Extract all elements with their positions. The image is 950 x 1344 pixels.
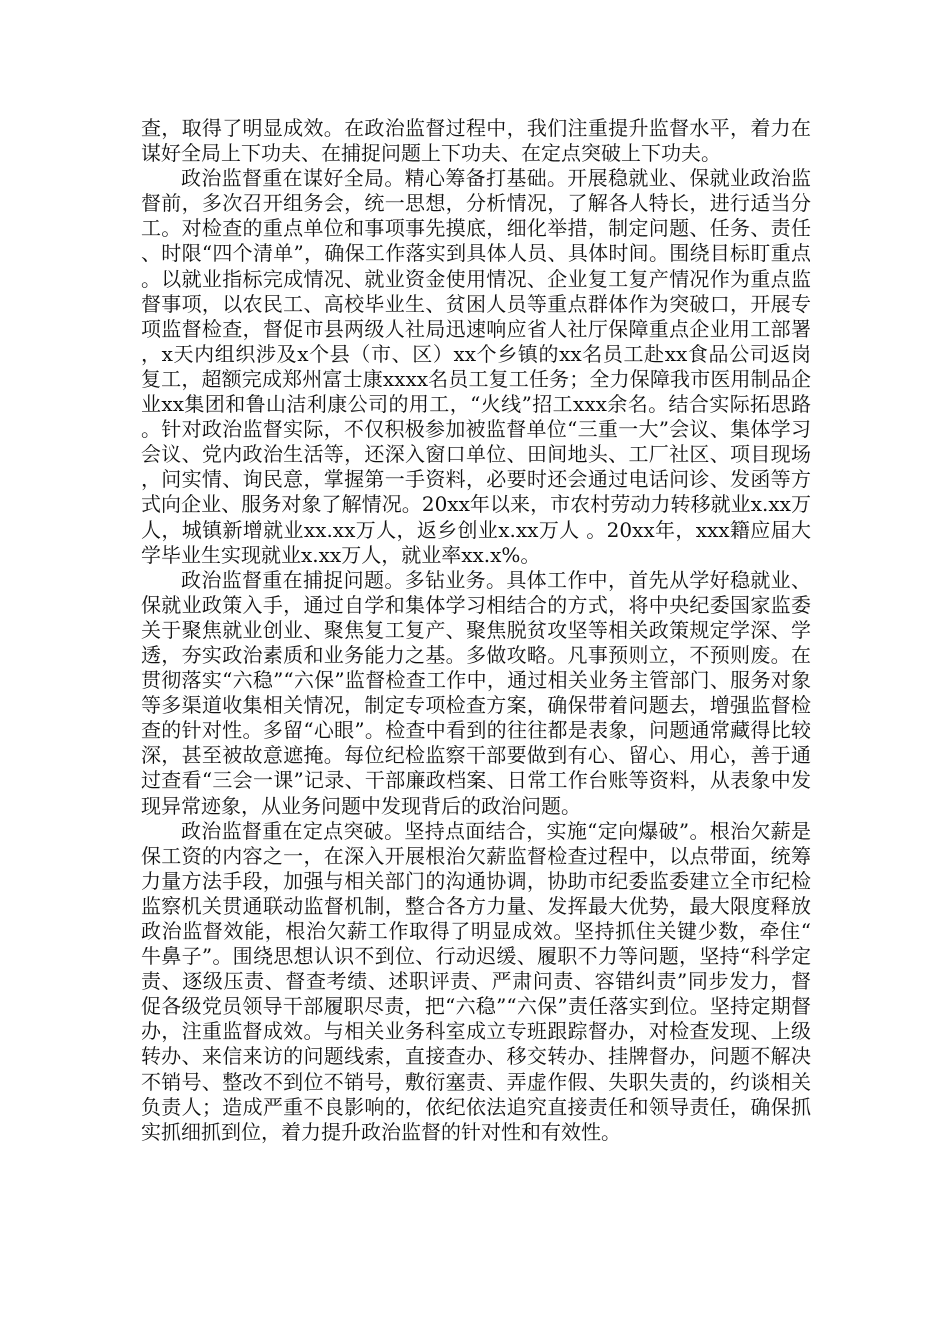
paragraph-targeted-breakthrough: 政治监督重在定点突破。坚持点面结合，实施“定向爆破”。根治欠薪是保工资的内容之一，在深入开展根治欠薪监督检查过程中，以点带面，统筹力量方法手段，加强与相关部门的沟通协调，协助市纪委监委建立全市纪检监察机关贯通联动监督机制，整合各方力量、发挥最大优势，最大限度释放政治监督效能，根治欠薪工作取得了明显成效。坚持抓住关键少数，牵住“牛鼻子”。围绕思想认识不到位、行动迟缓、履职不力等问题，坚持“科学定责、逐级压责、督查考绩、述职评责、严肃问责、容错纠责”同步发力，督促各级党员领导干部履职尽责，把“六稳”“六保”责任落实到位。坚持定期督办，注重监督成效。与相关业务科室成立专班跟踪督办，对检查发现、上级转办、来信来访的问题线索，直接查办、移交转办、挂牌督办，问题不解决不销号、整改不到位不销号，敷衍塞责、弄虚作假、失职失责的，约谈相关负责人；造成严重不良影响的，依纪依法追究直接责任和领导责任，确保抓实抓细抓到位，着力提升政治监督的针对性和有效性。 bbox=[141, 818, 811, 1144]
document-body bbox=[141, 116, 811, 1145]
paragraph-continuation: 查，取得了明显成效。在政治监督过程中，我们注重提升监督水平，着力在谋好全局上下功夫、在捕捉问题上下功夫、在定点突破上下功夫。 bbox=[141, 116, 811, 166]
paragraph-catching-problems: 政治监督重在捕捉问题。多钻业务。具体工作中，首先从学好稳就业、保就业政策入手，通过自学和集体学习相结合的方式，将中央纪委国家监委关于聚焦就业创业、聚焦复工复产、聚焦脱贫攻坚等相关政策规定学深、学透，夯实政治素质和业务能力之基。多做攻略。凡事预则立，不预则废。在贯彻落实“六稳”“六保”监督检查工作中，通过相关业务主管部门、服务对象等多渠道收集相关情况，制定专项检查方案，确保带着问题去，增强监督检查的针对性。多留“心眼”。检查中看到的往往都是表象，问题通常藏得比较深，甚至被故意遮掩。每位纪检监察干部要做到有心、留心、用心，善于通过查看“三会一课”记录、干部廉政档案、日常工作台账等资料，从表象中发现异常迹象，从业务问题中发现背后的政治问题。 bbox=[141, 567, 811, 818]
paragraph-overall-planning: 政治监督重在谋好全局。精心筹备打基础。开展稳就业、保就业政治监督前，多次召开组务会，统一思想，分析情况，了解各人特长，进行适当分工。对检查的重点单位和事项事先摸底，细化举措，制定问题、任务、责任、时限“四个清单”，确保工作落实到具体人员、具体时间。围绕目标盯重点。以就业指标完成情况、就业资金使用情况、企业复工复产情况作为重点监督事项，以农民工、高校毕业生、贫困人员等重点群体作为突破口，开展专项监督检查，督促市县两级人社局迅速响应省人社厅保障重点企业用工部署，x天内组织涉及x个县（市、区）xx个乡镇的xx名员工赴xx食品公司返岗复工，超额完成郑州富士康xxxx名员工复工任务；全力保障我市医用制品企业xx集团和鲁山洁利康公司的用工，“火线”招工xxx余名。结合实际拓思路。针对政治监督实际，不仅积极参加被监督单位“三重一大”会议、集体学习会议、党内政治生活等，还深入窗口单位、田间地头、工厂社区、项目现场，问实情、询民意，掌握第一手资料，必要时还会通过电话问诊、发函等方式向企业、服务对象了解情况。20xx年以来，市农村劳动力转移就业x.xx万人，城镇新增就业xx.xx万人，返乡创业x.xx万人 。20xx年，xxx籍应届大学毕业生实现就业x.xx万人，就业率xx.x%。 bbox=[141, 166, 811, 567]
